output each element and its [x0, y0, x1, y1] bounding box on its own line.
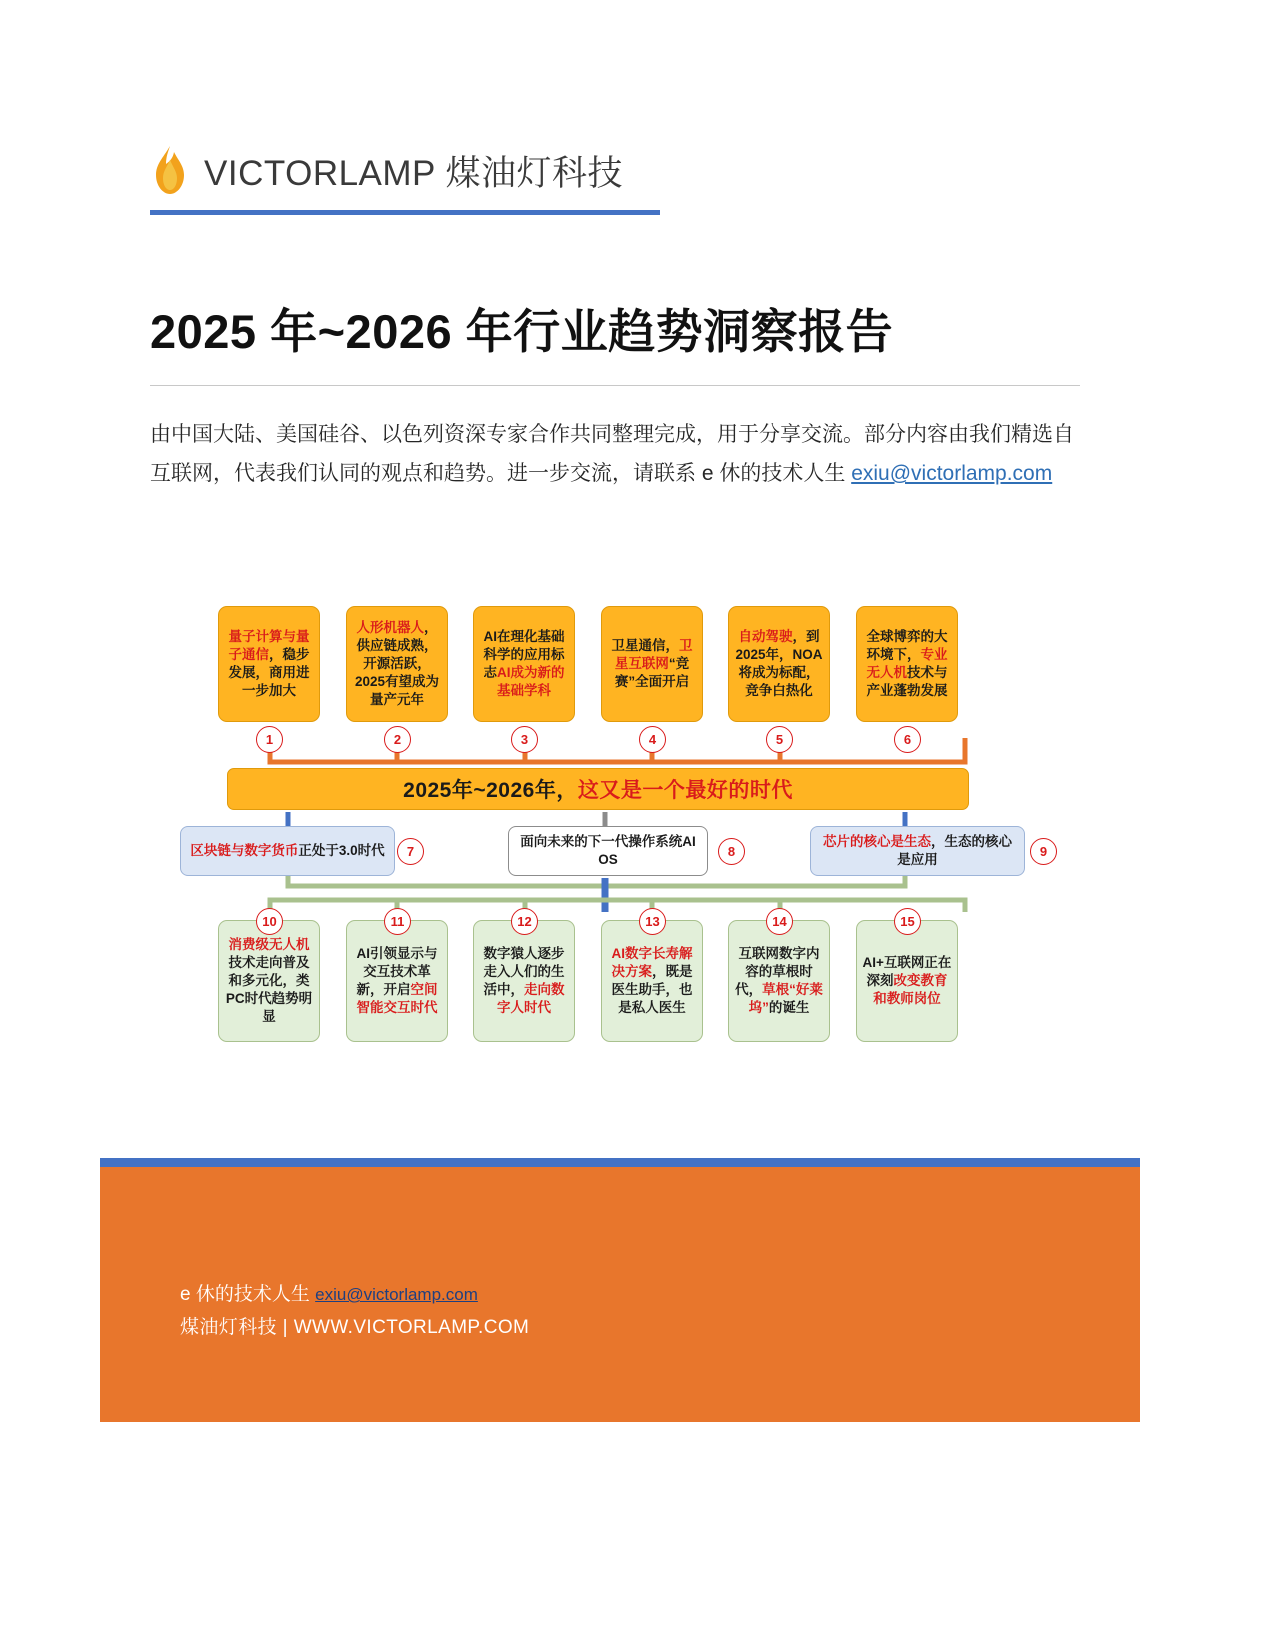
trend-node-12: 数字猿人逐步走入人们的生活中，走向数字人时代 — [473, 920, 575, 1042]
node-badge-1: 1 — [256, 726, 283, 753]
node-badge-5: 5 — [766, 726, 793, 753]
trend-node-13: AI数字长寿解决方案，既是医生助手，也是私人医生 — [601, 920, 703, 1042]
trend-node-15: AI+互联网正在深刻改变教育和教师岗位 — [856, 920, 958, 1042]
era-banner — [227, 768, 969, 810]
node-badge-10: 10 — [256, 908, 283, 935]
trend-node-5: 自动驾驶，到2025年，NOA将成为标配，竞争白热化 — [728, 606, 830, 722]
trend-node-1: 量子计算与量子通信，稳步发展，商用进一步加大 — [218, 606, 320, 722]
node-badge-11: 11 — [384, 908, 411, 935]
trend-node-9: 芯片的核心是生态，生态的核心是应用 — [810, 826, 1025, 876]
node-badge-3: 3 — [511, 726, 538, 753]
brand-header — [150, 140, 680, 215]
trend-node-2: 人形机器人，供应链成熟，开源活跃，2025有望成为量产元年 — [346, 606, 448, 722]
node-badge-13: 13 — [639, 908, 666, 935]
title-divider — [150, 385, 1080, 386]
trend-node-11: AI引领显示与交互技术革新，开启空间智能交互时代 — [346, 920, 448, 1042]
trend-node-6: 全球博弈的大环境下，专业无人机技术与产业蓬勃发展 — [856, 606, 958, 722]
trend-node-7: 区块链与数字货币正处于3.0时代 — [180, 826, 395, 876]
brand-underline — [150, 210, 660, 215]
node-badge-7: 7 — [397, 838, 424, 865]
node-badge-2: 2 — [384, 726, 411, 753]
trend-node-14: 互联网数字内容的草根时代，草根“好莱坞”的诞生 — [728, 920, 830, 1042]
node-badge-4: 4 — [639, 726, 666, 753]
flame-icon — [150, 144, 190, 198]
trend-node-3: AI在理化基础科学的应用标志AI成为新的基础学科 — [473, 606, 575, 722]
node-badge-8: 8 — [718, 838, 745, 865]
trends-infographic — [150, 590, 1080, 1070]
node-badge-15: 15 — [894, 908, 921, 935]
intro-text: 由中国大陆、美国硅谷、以色列资深专家合作共同整理完成，用于分享交流。部分内容由我们精选自互联网，代表我们认同的观点和趋势。进一步交流，请联系 e 休的技术人生 — [150, 423, 1074, 485]
intro-email-link[interactable]: exiu@victorlamp.com — [851, 462, 1053, 485]
node-badge-14: 14 — [766, 908, 793, 935]
banner-prefix: 2025年~2026年， — [403, 779, 578, 802]
node-badge-12: 12 — [511, 908, 538, 935]
node-badge-9: 9 — [1030, 838, 1057, 865]
banner-highlight: 这又是一个最好的时代 — [577, 779, 793, 802]
footer-text — [180, 1278, 529, 1344]
footer-site: 煤油灯科技 | WWW.VICTORLAMP.COM — [180, 1317, 530, 1338]
footer-email-link[interactable]: exiu@victorlamp.com — [315, 1285, 478, 1304]
footer-accent-bar — [100, 1158, 1140, 1167]
brand-name: VICTORLAMP 煤油灯科技 — [204, 154, 623, 193]
trend-node-10: 消费级无人机技术走向普及和多元化，类PC时代趋势明显 — [218, 920, 320, 1042]
page-title: 2025 年~2026 年行业趋势洞察报告 — [150, 305, 894, 358]
trend-node-4: 卫星通信，卫星互联网“竞赛”全面开启 — [601, 606, 703, 722]
node-badge-6: 6 — [894, 726, 921, 753]
intro-paragraph — [150, 415, 1080, 493]
trend-node-8: 面向未来的下一代操作系统AI OS — [508, 826, 708, 876]
footer-label: e 休的技术人生 — [180, 1284, 310, 1305]
